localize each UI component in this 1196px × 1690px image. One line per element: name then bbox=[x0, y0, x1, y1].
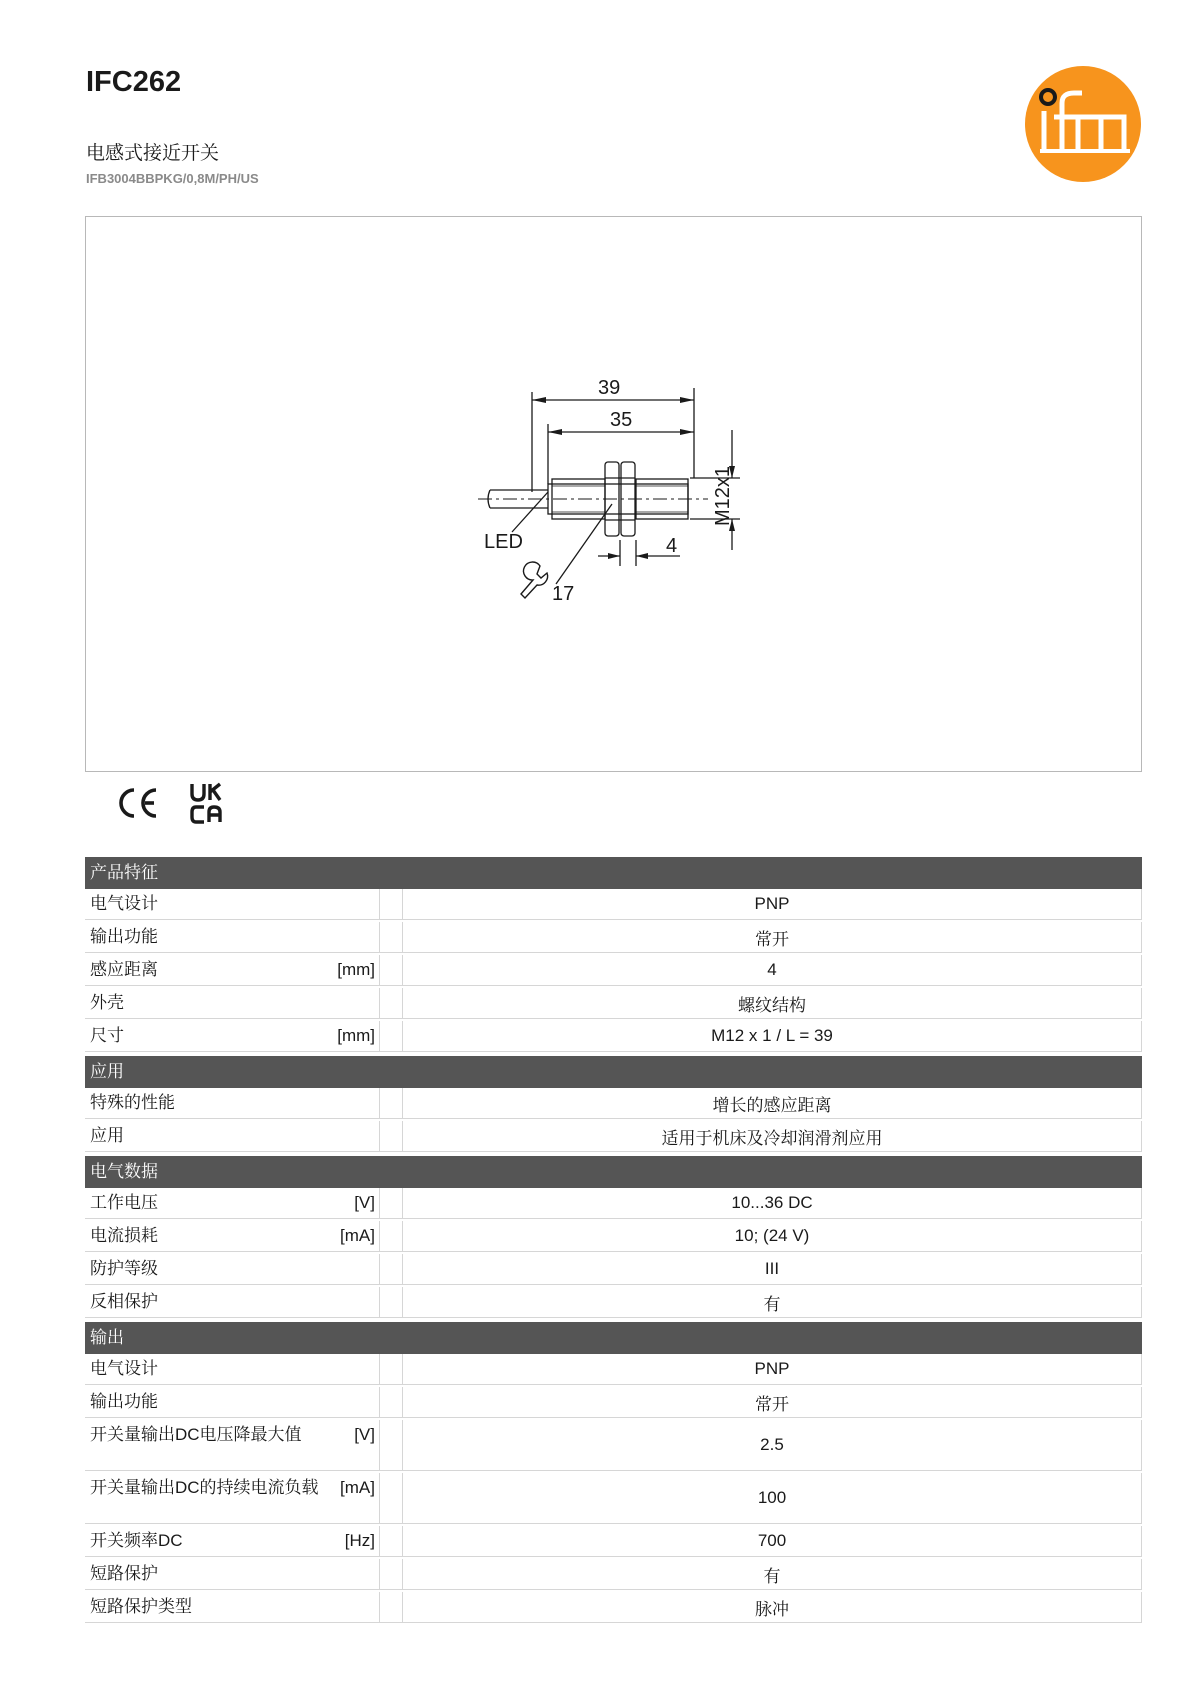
spec-label: 工作电压 bbox=[90, 1193, 158, 1212]
spec-label-cell bbox=[85, 1188, 380, 1218]
spec-label-cell bbox=[85, 1387, 380, 1417]
spec-row bbox=[85, 1559, 1142, 1590]
wrench-size-label: 17 bbox=[552, 583, 575, 605]
led-label: LED bbox=[484, 531, 523, 553]
spec-label: 短路保护类型 bbox=[90, 1597, 192, 1616]
spec-label-cell bbox=[85, 1088, 380, 1118]
spec-value: 100 bbox=[402, 1473, 1142, 1523]
spec-row bbox=[85, 1526, 1142, 1557]
spec-label-cell bbox=[85, 1420, 380, 1470]
section-header: 产品特征 bbox=[85, 857, 1142, 889]
section-header: 电气数据 bbox=[85, 1156, 1142, 1188]
spec-value: 脉冲 bbox=[402, 1592, 1142, 1622]
spec-label: 电气设计 bbox=[90, 894, 158, 913]
spec-value: 10; (24 V) bbox=[402, 1221, 1142, 1251]
spec-label-cell bbox=[85, 1287, 380, 1317]
spec-label-cell bbox=[85, 922, 380, 952]
spec-label: 开关频率DC bbox=[90, 1531, 183, 1550]
spec-row bbox=[85, 889, 1142, 920]
spec-row bbox=[85, 1287, 1142, 1318]
spec-row bbox=[85, 1387, 1142, 1418]
spec-row bbox=[85, 1254, 1142, 1285]
spec-label: 防护等级 bbox=[90, 1259, 158, 1278]
spec-label: 开关量输出DC电压降最大值 bbox=[90, 1425, 302, 1444]
spec-row bbox=[85, 1021, 1142, 1052]
spec-unit: [Hz] bbox=[344, 1531, 375, 1550]
spec-value: 螺纹结构 bbox=[402, 988, 1142, 1018]
dim-thread-label: M12x1 bbox=[712, 465, 734, 526]
dimension-drawing bbox=[470, 360, 760, 610]
spec-row bbox=[85, 1121, 1142, 1152]
spec-label: 电气设计 bbox=[90, 1359, 158, 1378]
spec-label-cell bbox=[85, 889, 380, 919]
spec-label: 外壳 bbox=[90, 993, 124, 1012]
spec-label: 应用 bbox=[90, 1126, 124, 1145]
spec-label: 尺寸 bbox=[90, 1026, 124, 1045]
spec-label: 短路保护 bbox=[90, 1564, 158, 1583]
spec-label-cell bbox=[85, 1354, 380, 1384]
spec-table bbox=[85, 857, 1142, 1625]
spec-unit: [V] bbox=[354, 1193, 375, 1212]
spec-row bbox=[85, 1188, 1142, 1219]
dim-39-label: 39 bbox=[598, 377, 621, 399]
spec-unit: [mm] bbox=[337, 1026, 375, 1045]
spec-label: 输出功能 bbox=[90, 927, 158, 946]
spec-row bbox=[85, 1221, 1142, 1252]
spec-label: 反相保护 bbox=[90, 1292, 158, 1311]
spec-value: 700 bbox=[402, 1526, 1142, 1556]
spec-row bbox=[85, 955, 1142, 986]
spec-label-cell bbox=[85, 1559, 380, 1589]
spec-value: 常开 bbox=[402, 1387, 1142, 1417]
certification-marks bbox=[112, 780, 242, 826]
spec-label-cell bbox=[85, 1121, 380, 1151]
spec-label-cell bbox=[85, 1221, 380, 1251]
spec-value: 有 bbox=[402, 1559, 1142, 1589]
spec-row bbox=[85, 1420, 1142, 1471]
spec-row bbox=[85, 1354, 1142, 1385]
spec-unit: [mm] bbox=[337, 960, 375, 979]
spec-row bbox=[85, 1088, 1142, 1119]
spec-label: 特殊的性能 bbox=[90, 1093, 175, 1112]
spec-unit: [V] bbox=[354, 1425, 375, 1444]
dim-35-label: 35 bbox=[610, 409, 633, 431]
spec-label-cell bbox=[85, 1526, 380, 1556]
product-title: IFC262 bbox=[86, 66, 182, 98]
ce-mark-icon bbox=[121, 790, 156, 816]
spec-value: 增长的感应距离 bbox=[402, 1088, 1142, 1118]
spec-value: PNP bbox=[402, 889, 1142, 919]
spec-label-cell bbox=[85, 955, 380, 985]
spec-value: 10...36 DC bbox=[402, 1188, 1142, 1218]
spec-row bbox=[85, 988, 1142, 1019]
dim-4-label: 4 bbox=[666, 535, 678, 557]
spec-label-cell bbox=[85, 988, 380, 1018]
spec-unit: [mA] bbox=[340, 1226, 375, 1245]
spec-label-cell bbox=[85, 1473, 380, 1523]
spec-value: 2.5 bbox=[402, 1420, 1142, 1470]
spec-unit: [mA] bbox=[340, 1478, 375, 1497]
section-header: 应用 bbox=[85, 1056, 1142, 1088]
spec-value: PNP bbox=[402, 1354, 1142, 1384]
spec-value: 4 bbox=[402, 955, 1142, 985]
spec-value: 常开 bbox=[402, 922, 1142, 952]
section-header: 输出 bbox=[85, 1322, 1142, 1354]
product-subtitle: 电感式接近开关 bbox=[86, 143, 220, 164]
spec-value: III bbox=[402, 1254, 1142, 1284]
wrench-icon bbox=[521, 562, 548, 598]
spec-row bbox=[85, 1473, 1142, 1524]
spec-value: 有 bbox=[402, 1287, 1142, 1317]
article-code: IFB3004BBPKG/0,8M/PH/US bbox=[86, 171, 259, 186]
spec-label: 电流损耗 bbox=[90, 1226, 158, 1245]
spec-row bbox=[85, 922, 1142, 953]
spec-label: 输出功能 bbox=[90, 1392, 158, 1411]
ukca-mark-icon bbox=[192, 784, 220, 822]
spec-label-cell bbox=[85, 1592, 380, 1622]
spec-value: M12 x 1 / L = 39 bbox=[402, 1021, 1142, 1051]
spec-row bbox=[85, 1592, 1142, 1623]
spec-label: 感应距离 bbox=[90, 960, 158, 979]
spec-label-cell bbox=[85, 1254, 380, 1284]
ifm-logo bbox=[1024, 65, 1142, 183]
spec-label-cell bbox=[85, 1021, 380, 1051]
spec-label: 开关量输出DC的持续电流负载 bbox=[90, 1478, 319, 1497]
spec-value: 适用于机床及冷却润滑剂应用 bbox=[402, 1121, 1142, 1151]
